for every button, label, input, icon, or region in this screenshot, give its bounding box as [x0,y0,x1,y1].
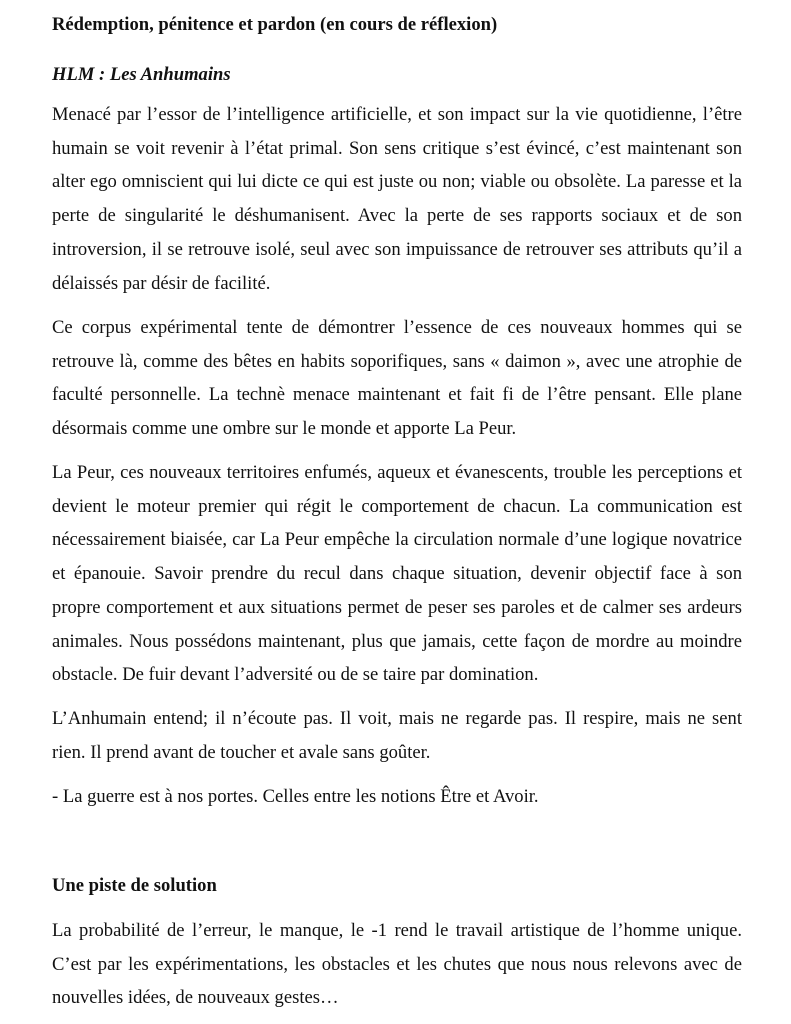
paragraph-anhumain: L’Anhumain entend; il n’écoute pas. Il voit, mais ne regarde pas. Il respire, mais ne sent rien. Il prend avant de toucher et avale sans goûter. [52,708,742,763]
paragraph-guerre: - La guerre est à nos portes. Celles entre les notions Être et Avoir. [52,786,539,807]
section-heading-solution: Une piste de solution [52,875,217,896]
paragraph-solution: La probabilité de l’erreur, le manque, le -1 rend le travail artistique de l’homme unique. C’est par les expérimentations, les obstacles et les chutes que nous nous relevons avec de nouvelles idées, de nouveaux gestes… [52,920,742,1009]
paragraph-corpus: Ce corpus expérimental tente de démontrer l’essence de ces nouveaux hommes qui se retrouve là, comme des bêtes en habits soporifiques, sans « daimon », avec une atrophie de faculté personnelle. La technè menace maintenant et fait fi de l’être pensant. Elle plane désormais comme une ombre sur le monde et apporte La Peur. [52,317,742,440]
document-subtitle: HLM : Les Anhumains [52,64,231,85]
document-title: Rédemption, pénitence et pardon (en cours de réflexion) [52,14,498,35]
paragraph-la-peur: La Peur, ces nouveaux territoires enfumés, aqueux et évanescents, trouble les perceptions et devient le moteur premier qui régit le comportement de chacun. La communication est nécessairement biaisée, car La Peur empêche la circulation normale d’une logique novatrice et épanouie. Savoir prendre du recul dans chaque situation, devenir objectif face à son propre comportement et aux situations permet de peser ses paroles et de calmer ses ardeurs animales. Nous possédons maintenant, plus que jamais, cette façon de mordre au moindre obstacle. De fuir devant l’adversité ou de se taire par domination. [52,462,742,686]
paragraph-intro: Menacé par l’essor de l’intelligence artificielle, et son impact sur la vie quotidienne, l’être humain se voit revenir à l’état primal. Son sens critique s’est évincé, c’est maintenant son alter ego omniscient qui lui dicte ce qui est juste ou non; viable ou obsolète. La paresse et la perte de singularité le déshumanisent. Avec la perte de ses rapports sociaux et de son introversion, il se retrouve isolé, seul avec son impuissance de retrouver ses attributs qu’il a délaissés par désir de facilité. [52,104,742,294]
